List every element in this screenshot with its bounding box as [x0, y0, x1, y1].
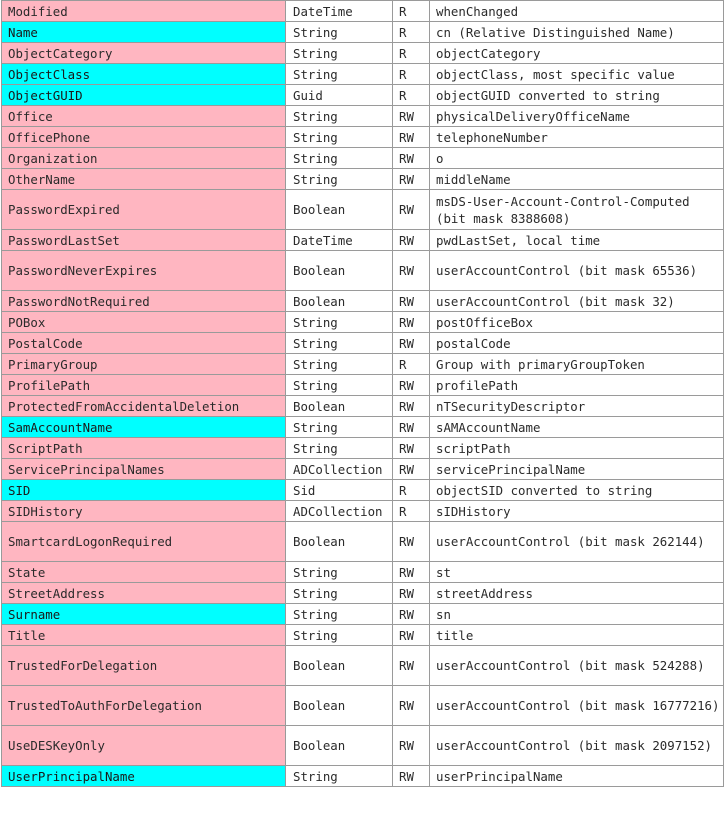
access-cell: RW [393, 106, 430, 127]
data-type-cell: String [286, 64, 393, 85]
property-name-cell: PrimaryGroup [2, 354, 286, 375]
table-row [2, 1, 724, 22]
property-name-cell: OtherName [2, 169, 286, 190]
ldap-attribute-cell: title [430, 625, 724, 646]
ldap-attribute-cell: sn [430, 604, 724, 625]
access-cell: RW [393, 686, 430, 726]
table-row [2, 106, 724, 127]
access-cell: RW [393, 375, 430, 396]
data-type-cell: String [286, 562, 393, 583]
property-name-cell: ProtectedFromAccidentalDeletion [2, 396, 286, 417]
ldap-attribute-cell: userAccountControl (bit mask 524288) [430, 646, 724, 686]
ldap-attribute-cell: userAccountControl (bit mask 2097152) [430, 726, 724, 766]
table-row [2, 522, 724, 562]
access-cell: RW [393, 459, 430, 480]
property-name-cell: State [2, 562, 286, 583]
table-row [2, 354, 724, 375]
access-cell: RW [393, 766, 430, 787]
property-name-cell: PostalCode [2, 333, 286, 354]
data-type-cell: String [286, 604, 393, 625]
access-cell: RW [393, 625, 430, 646]
access-cell: R [393, 43, 430, 64]
property-name-cell: UserPrincipalName [2, 766, 286, 787]
data-type-cell: String [286, 43, 393, 64]
data-type-cell: String [286, 766, 393, 787]
ldap-attribute-cell: userAccountControl (bit mask 16777216) [430, 686, 724, 726]
data-type-cell: Boolean [286, 396, 393, 417]
access-cell: RW [393, 646, 430, 686]
access-cell: RW [393, 169, 430, 190]
property-name-cell: POBox [2, 312, 286, 333]
data-type-cell: String [286, 625, 393, 646]
access-cell: RW [393, 312, 430, 333]
table-row [2, 64, 724, 85]
access-cell: RW [393, 251, 430, 291]
data-type-cell: Boolean [286, 726, 393, 766]
table-row [2, 583, 724, 604]
ldap-attribute-cell: sAMAccountName [430, 417, 724, 438]
property-name-cell: TrustedForDelegation [2, 646, 286, 686]
table-row [2, 438, 724, 459]
table-row [2, 43, 724, 64]
ldap-attribute-cell: st [430, 562, 724, 583]
property-name-cell: Office [2, 106, 286, 127]
data-type-cell: String [286, 375, 393, 396]
table-row [2, 562, 724, 583]
property-name-cell: ScriptPath [2, 438, 286, 459]
ldap-attribute-cell: telephoneNumber [430, 127, 724, 148]
table-row [2, 85, 724, 106]
access-cell: R [393, 64, 430, 85]
ldap-attribute-cell: msDS-User-Account-Control-Computed (bit mask 8388608) [430, 190, 724, 230]
ldap-attribute-cell: userAccountControl (bit mask 262144) [430, 522, 724, 562]
data-type-cell: Boolean [286, 291, 393, 312]
table-row [2, 480, 724, 501]
ldap-attribute-cell: streetAddress [430, 583, 724, 604]
table-row [2, 604, 724, 625]
property-name-cell: PasswordLastSet [2, 230, 286, 251]
table-row [2, 230, 724, 251]
table-row [2, 127, 724, 148]
property-name-cell: Name [2, 22, 286, 43]
property-name-cell: Surname [2, 604, 286, 625]
property-name-cell: SmartcardLogonRequired [2, 522, 286, 562]
table-row [2, 417, 724, 438]
ldap-attribute-cell: middleName [430, 169, 724, 190]
access-cell: RW [393, 396, 430, 417]
access-cell: RW [393, 333, 430, 354]
property-name-cell: TrustedToAuthForDelegation [2, 686, 286, 726]
data-type-cell: String [286, 106, 393, 127]
data-type-cell: String [286, 127, 393, 148]
table-row [2, 291, 724, 312]
ldap-attribute-cell: o [430, 148, 724, 169]
ad-user-properties-table [1, 0, 724, 787]
table-row [2, 646, 724, 686]
access-cell: RW [393, 438, 430, 459]
property-name-cell: OfficePhone [2, 127, 286, 148]
data-type-cell: Boolean [286, 646, 393, 686]
data-type-cell: Boolean [286, 251, 393, 291]
access-cell: R [393, 85, 430, 106]
access-cell: RW [393, 190, 430, 230]
ldap-attribute-cell: profilePath [430, 375, 724, 396]
table-row [2, 726, 724, 766]
data-type-cell: String [286, 417, 393, 438]
data-type-cell: String [286, 333, 393, 354]
access-cell: R [393, 354, 430, 375]
access-cell: RW [393, 522, 430, 562]
ldap-attribute-cell: sIDHistory [430, 501, 724, 522]
access-cell: RW [393, 148, 430, 169]
property-name-cell: SID [2, 480, 286, 501]
data-type-cell: DateTime [286, 1, 393, 22]
property-name-cell: Modified [2, 1, 286, 22]
property-name-cell: ObjectGUID [2, 85, 286, 106]
access-cell: R [393, 501, 430, 522]
data-type-cell: String [286, 148, 393, 169]
access-cell: RW [393, 604, 430, 625]
ldap-attribute-cell: whenChanged [430, 1, 724, 22]
property-name-cell: ServicePrincipalNames [2, 459, 286, 480]
ldap-attribute-cell: nTSecurityDescriptor [430, 396, 724, 417]
table-row [2, 766, 724, 787]
table-row [2, 501, 724, 522]
data-type-cell: String [286, 583, 393, 604]
property-name-cell: SamAccountName [2, 417, 286, 438]
access-cell: RW [393, 562, 430, 583]
ldap-attribute-cell: objectCategory [430, 43, 724, 64]
property-name-cell: ObjectCategory [2, 43, 286, 64]
data-type-cell: String [286, 169, 393, 190]
data-type-cell: String [286, 438, 393, 459]
table-row [2, 396, 724, 417]
table-row [2, 169, 724, 190]
data-type-cell: ADCollection [286, 501, 393, 522]
ldap-attribute-cell: objectGUID converted to string [430, 85, 724, 106]
ldap-attribute-cell: postalCode [430, 333, 724, 354]
property-name-cell: StreetAddress [2, 583, 286, 604]
ldap-attribute-cell: scriptPath [430, 438, 724, 459]
ldap-attribute-cell: objectSID converted to string [430, 480, 724, 501]
data-type-cell: Sid [286, 480, 393, 501]
property-name-cell: PasswordNeverExpires [2, 251, 286, 291]
data-type-cell: Guid [286, 85, 393, 106]
data-type-cell: String [286, 354, 393, 375]
ldap-attribute-cell: objectClass, most specific value [430, 64, 724, 85]
table-body [2, 1, 724, 787]
data-type-cell: String [286, 312, 393, 333]
table-row [2, 251, 724, 291]
access-cell: RW [393, 291, 430, 312]
property-name-cell: PasswordExpired [2, 190, 286, 230]
access-cell: RW [393, 726, 430, 766]
table-row [2, 625, 724, 646]
access-cell: R [393, 480, 430, 501]
ldap-attribute-cell: physicalDeliveryOfficeName [430, 106, 724, 127]
data-type-cell: Boolean [286, 686, 393, 726]
table-row [2, 312, 724, 333]
table-row [2, 459, 724, 480]
ldap-attribute-cell: userAccountControl (bit mask 65536) [430, 251, 724, 291]
property-name-cell: Title [2, 625, 286, 646]
data-type-cell: Boolean [286, 522, 393, 562]
ldap-attribute-cell: Group with primaryGroupToken [430, 354, 724, 375]
access-cell: RW [393, 417, 430, 438]
property-name-cell: PasswordNotRequired [2, 291, 286, 312]
property-name-cell: UseDESKeyOnly [2, 726, 286, 766]
ldap-attribute-cell: servicePrincipalName [430, 459, 724, 480]
table-row [2, 375, 724, 396]
data-type-cell: Boolean [286, 190, 393, 230]
table-row [2, 22, 724, 43]
ldap-attribute-cell: userAccountControl (bit mask 32) [430, 291, 724, 312]
data-type-cell: ADCollection [286, 459, 393, 480]
access-cell: RW [393, 230, 430, 251]
data-type-cell: String [286, 22, 393, 43]
property-name-cell: ProfilePath [2, 375, 286, 396]
table-row [2, 333, 724, 354]
table-row [2, 148, 724, 169]
property-name-cell: ObjectClass [2, 64, 286, 85]
data-type-cell: DateTime [286, 230, 393, 251]
table-row [2, 686, 724, 726]
table-row [2, 190, 724, 230]
ldap-attribute-cell: postOfficeBox [430, 312, 724, 333]
access-cell: R [393, 1, 430, 22]
ldap-attribute-cell: userPrincipalName [430, 766, 724, 787]
ldap-attribute-cell: cn (Relative Distinguished Name) [430, 22, 724, 43]
access-cell: RW [393, 583, 430, 604]
property-name-cell: SIDHistory [2, 501, 286, 522]
property-name-cell: Organization [2, 148, 286, 169]
access-cell: RW [393, 127, 430, 148]
access-cell: R [393, 22, 430, 43]
ldap-attribute-cell: pwdLastSet, local time [430, 230, 724, 251]
